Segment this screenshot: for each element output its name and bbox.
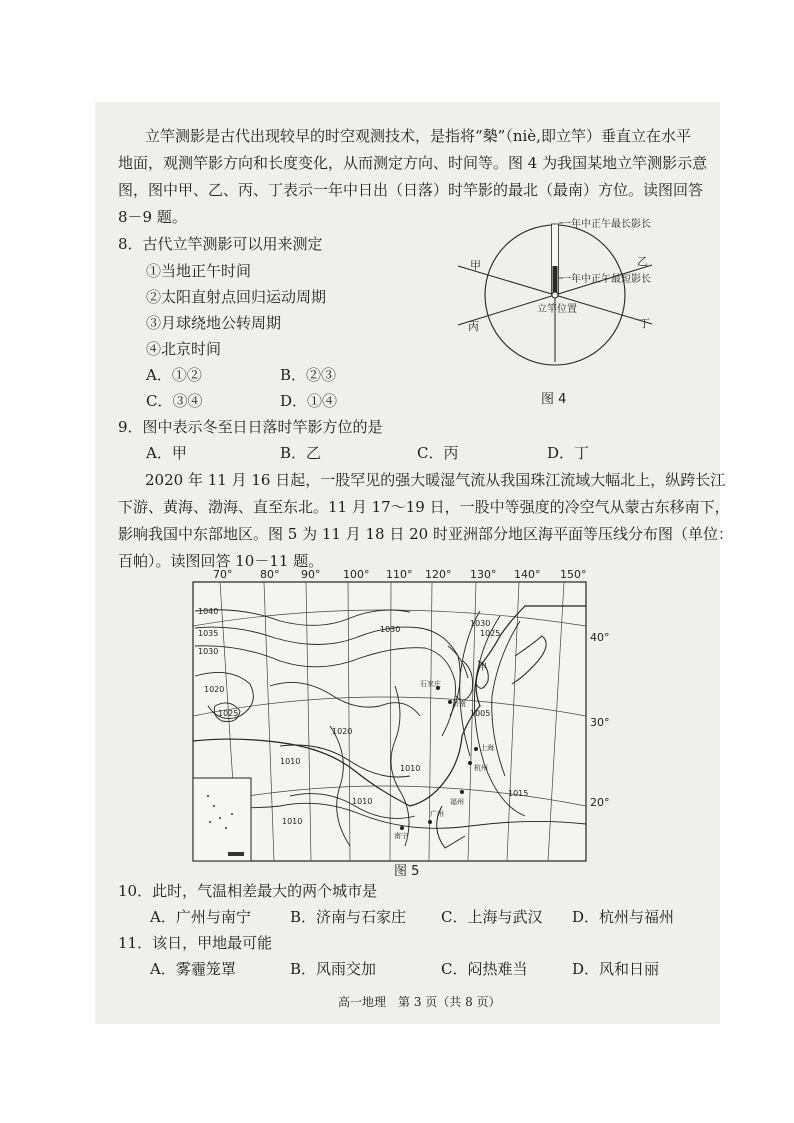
- city-label: 南宁: [394, 832, 408, 840]
- fig4-pole-marker: [552, 292, 558, 298]
- q11-stem: 11．该日，甲地最可能: [118, 934, 273, 952]
- isobar-label: 1030: [198, 647, 219, 656]
- lon-label: 80°: [260, 568, 280, 581]
- passage1-line3: 图，图中甲、乙、丙、丁表示一年中日出（日落）时竿影的最北（最南）方位。读图回答: [118, 181, 704, 199]
- isobar-label: 1030: [470, 619, 491, 628]
- fig4-label-pole: 立竿位置: [537, 304, 577, 315]
- lon-label: 110°: [386, 568, 413, 581]
- city-label: 济南: [452, 700, 466, 708]
- q8-item-4: ④北京时间: [146, 340, 222, 358]
- q8-option-b[interactable]: B．②③: [280, 366, 337, 384]
- q8-item-3: ③月球绕地公转周期: [146, 314, 282, 332]
- figure-5-isobar-map: [180, 566, 620, 878]
- isobar-label: 1020: [332, 727, 353, 736]
- page-footer: 高一地理 第 3 页（共 8 页）: [338, 995, 501, 1009]
- isobar-label: 1015: [508, 789, 529, 798]
- isobar-label: 1040: [198, 607, 219, 616]
- isobar-label: 1010: [282, 817, 303, 826]
- passage2-line1: 2020 年 11 月 16 日起，一股罕见的强大暖湿气流从我国珠江流域大幅北上，纵跨长江: [145, 471, 726, 489]
- city-label: 上海: [480, 744, 494, 752]
- isobar-label: 1010: [400, 764, 421, 773]
- isobar-label: 1020: [204, 685, 225, 694]
- q8-option-d[interactable]: D．①④: [280, 392, 338, 410]
- q9-stem: 9．图中表示冬至日日落时竿影方位的是: [118, 418, 383, 436]
- lon-label: 100°: [343, 568, 370, 581]
- city-label: 石家庄: [420, 680, 441, 688]
- q8-option-a[interactable]: A．①②: [146, 366, 202, 384]
- q8-option-c[interactable]: C．③④: [146, 392, 203, 410]
- q11-option-a[interactable]: A．雾霾笼罩: [150, 960, 236, 978]
- q9-option-b[interactable]: B．乙: [280, 444, 322, 462]
- isobar-label: 1010: [280, 757, 301, 766]
- q9-option-c[interactable]: C．丙: [417, 444, 459, 462]
- lon-label: 120°: [425, 568, 452, 581]
- lat-label: 40°: [590, 631, 610, 644]
- q11-option-c[interactable]: C．闷热难当: [441, 960, 528, 978]
- south-sea-inset: [193, 778, 251, 861]
- isobar-label: 1030: [380, 625, 401, 634]
- fig5-caption: 图 5: [394, 864, 420, 878]
- map-frame: [193, 582, 586, 861]
- passage1-line4: 8－9 题。: [118, 208, 187, 226]
- city-label: 福州: [450, 798, 464, 806]
- fig4-label-jia: 甲: [470, 259, 481, 272]
- q8-stem: 8．古代立竿测影可以用来测定: [118, 235, 323, 253]
- figure-4-diagram: [455, 212, 705, 412]
- passage2-line2: 下游、黄海、渤海、直至东北。11 月 17～19 日，一股中等强度的冷空气从蒙古东移南下，: [118, 498, 730, 516]
- lon-label: 70°: [213, 568, 233, 581]
- passage1-line1: 立竿测影是古代出现较早的时空观测技术，是指将“槷”（niè,即立竿）垂直立在水平: [145, 127, 691, 145]
- fig4-label-longest: 一年中正午最长影长: [561, 219, 651, 230]
- q10-option-c[interactable]: C．上海与武汉: [441, 908, 543, 926]
- lon-label: 150°: [560, 568, 587, 581]
- q10-option-b[interactable]: B．济南与石家庄: [290, 908, 407, 926]
- passage2-line4: 百帕）。读图回答 10－11 题。: [118, 552, 324, 570]
- lon-label: 90°: [301, 568, 321, 581]
- passage2-line3: 影响我国中东部地区。图 5 为 11 月 18 日 20 时亚洲部分地区海平面等压线分布图（单位：: [118, 525, 733, 543]
- lat-label: 20°: [590, 796, 610, 809]
- q10-stem: 10．此时，气温相差最大的两个城市是: [118, 882, 378, 900]
- q9-option-a[interactable]: A．甲: [146, 444, 187, 462]
- fig4-caption: 图 4: [541, 392, 567, 407]
- isobar-label: 1025: [480, 629, 501, 638]
- city-label: 杭州: [474, 764, 488, 772]
- isobar-label: 1010: [352, 797, 373, 806]
- city-label: 广州: [430, 810, 444, 818]
- fig4-label-yi: 乙: [637, 255, 648, 268]
- q11-option-b[interactable]: B．风雨交加: [290, 960, 377, 978]
- q10-option-a[interactable]: A．广州与南宁: [150, 908, 251, 926]
- isobar-label: 1035: [198, 629, 219, 638]
- isobar-label: 1025: [218, 709, 239, 718]
- isobar-label: 1005: [470, 709, 491, 718]
- fig4-label-bing: 丙: [468, 320, 479, 333]
- q10-option-d[interactable]: D．杭州与福州: [572, 908, 675, 926]
- map-label-jia: 甲: [478, 663, 488, 673]
- q9-option-d[interactable]: D．丁: [547, 444, 590, 462]
- inset-scale-bar: [228, 852, 244, 856]
- lat-label: 30°: [590, 716, 610, 729]
- lon-label: 140°: [514, 568, 541, 581]
- fig4-label-shortest: 一年中正午最短影长: [561, 274, 651, 285]
- q11-option-d[interactable]: D．风和日丽: [572, 960, 660, 978]
- fig4-shortest-shadow: [553, 266, 558, 295]
- lon-label: 130°: [470, 568, 497, 581]
- q8-item-1: ①当地正午时间: [146, 262, 252, 280]
- fig4-label-ding: 丁: [639, 317, 650, 330]
- passage1-line2: 地面，观测竿影方向和长度变化，从而测定方向、时间等。图 4 为我国某地立竿测影示意: [118, 154, 708, 172]
- q8-item-2: ②太阳直射点回归运动周期: [146, 288, 327, 306]
